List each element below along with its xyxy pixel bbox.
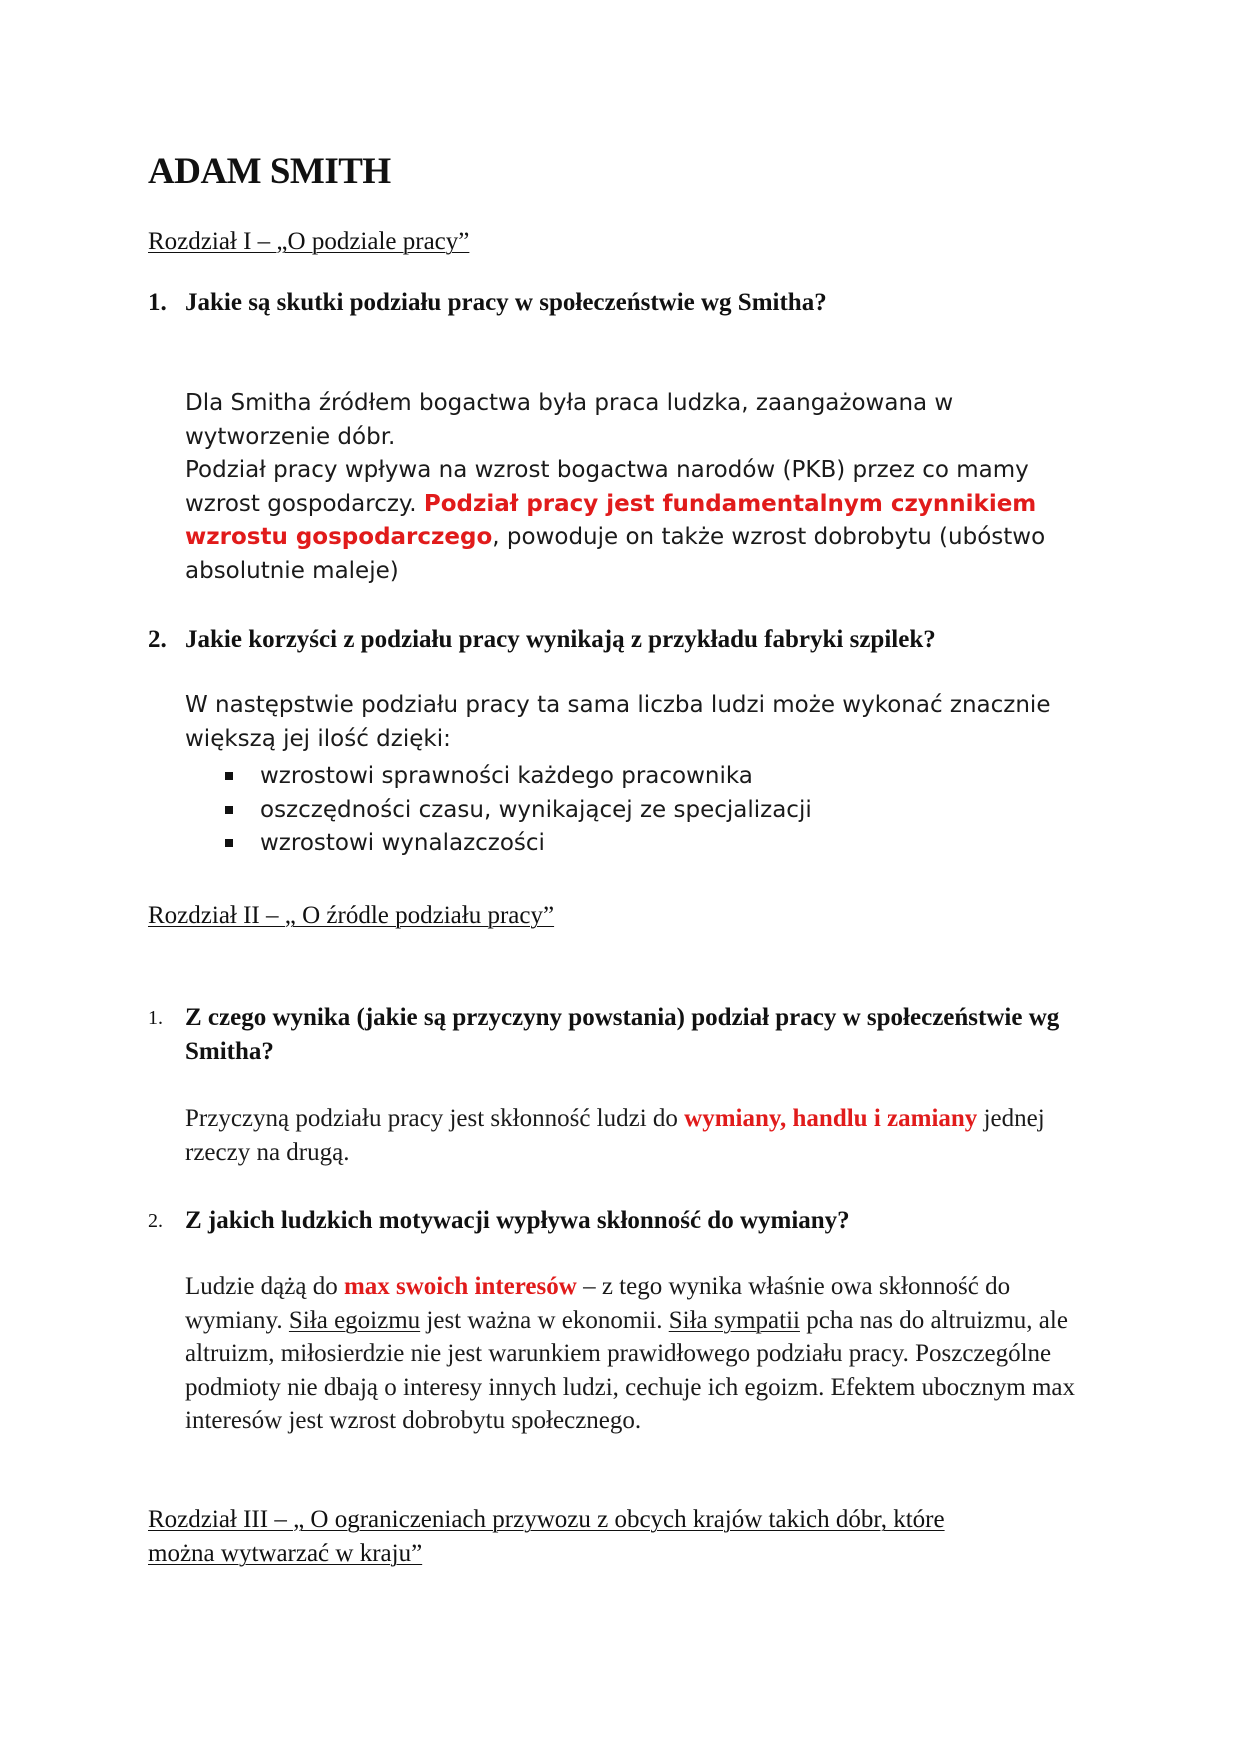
question-number: 2. bbox=[148, 1210, 163, 1232]
answer-1-2-intro: W następstwie podziału pracy ta sama liczba ludzi może wykonać znacznie większą jej ilość dzięki: bbox=[185, 692, 1051, 752]
document-title: ADAM SMITH bbox=[148, 151, 391, 192]
question-text: Z czego wynika (jakie są przyczyny powstania) podział pracy w społeczeństwie wg Smitha? bbox=[185, 1004, 1060, 1065]
answer-paragraph bbox=[185, 454, 1085, 588]
question-number: 2. bbox=[148, 626, 167, 653]
answer-text: Przyczyną podziału pracy jest skłonność ludzi do bbox=[185, 1105, 685, 1132]
answer-1-1 bbox=[185, 387, 1085, 588]
question-1-1 bbox=[148, 286, 1078, 320]
question-number: 1. bbox=[148, 289, 167, 316]
chapter-heading-3: Rozdział III – „ O ograniczeniach przywozu z obcych krajów takich dóbr, które bbox=[148, 1506, 945, 1533]
answer-text: pcha nas do altruizmu, ale altruizm, miłosierdzie nie jest warunkiem prawidłowego podziału pracy. Poszczególne podmioty nie dbają o interesy innych ludzi, cechuje ich egoizm. Efektem ubocznym max interesów jest wzrost dobrobytu społecznego. bbox=[185, 1306, 1076, 1434]
answer-2-1 bbox=[185, 1102, 1085, 1169]
question-1-2 bbox=[148, 623, 1078, 657]
question-text: Z jakich ludzkich motywacji wypływa skłonność do wymiany? bbox=[185, 1207, 850, 1234]
list-item bbox=[185, 760, 1065, 794]
square-bullet-icon bbox=[225, 772, 233, 780]
highlighted-text: wymiany, handlu i zamiany bbox=[684, 1105, 978, 1132]
answer-text: Podział pracy wpływa na wzrost bogactwa narodów (PKB) przez co mamy wzrost gospodarczy. bbox=[185, 457, 1029, 517]
chapter-heading-3-continued: można wytwarzać w kraju” bbox=[148, 1540, 423, 1567]
benefits-list bbox=[185, 760, 1065, 861]
square-bullet-icon bbox=[225, 839, 233, 847]
highlighted-text: Podział pracy jest fundamentalnym czynnikiem wzrostu gospodarczego bbox=[185, 490, 1037, 550]
list-item-text: wzrostowi wynalazczości bbox=[260, 830, 545, 856]
list-item bbox=[185, 794, 1065, 828]
chapter-heading-1: Rozdział I – „O podziale pracy” bbox=[148, 228, 470, 255]
highlighted-text: max swoich interesów bbox=[343, 1273, 577, 1300]
answer-text: , powoduje on także wzrost dobrobytu (ubóstwo absolutnie maleje) bbox=[185, 524, 1046, 584]
chapter-heading-2: Rozdział II – „ O źródle podziału pracy” bbox=[148, 902, 555, 929]
answer-text: Ludzie dążą do bbox=[185, 1273, 344, 1300]
list-item-text: oszczędności czasu, wynikającej ze specjalizacji bbox=[260, 796, 812, 823]
question-text: Jakie są skutki podziału pracy w społeczeństwie wg Smitha? bbox=[185, 289, 827, 316]
answer-text: jest ważna w ekonomii. bbox=[420, 1306, 669, 1334]
answer-2-2 bbox=[185, 1270, 1080, 1438]
answer-text: jednej rzeczy na drugą. bbox=[185, 1105, 1045, 1166]
list-item bbox=[185, 827, 1065, 861]
question-2-1 bbox=[148, 1001, 1078, 1069]
underlined-term: Siła sympatii bbox=[668, 1306, 800, 1334]
answer-paragraph: Dla Smitha źródłem bogactwa była praca ludzka, zaangażowana w wytworzenie dóbr. bbox=[185, 390, 954, 450]
question-2-2 bbox=[148, 1204, 1078, 1238]
square-bullet-icon bbox=[225, 806, 233, 814]
question-text: Jakie korzyści z podziału pracy wynikają z przykładu fabryki szpilek? bbox=[185, 626, 936, 653]
list-item-text: wzrostowi sprawności każdego pracownika bbox=[260, 763, 753, 789]
underlined-term: Siła egoizmu bbox=[288, 1306, 421, 1334]
answer-text: – z tego wynika właśnie owa skłonność do wymiany. bbox=[185, 1273, 1011, 1334]
question-number: 1. bbox=[148, 1007, 163, 1029]
